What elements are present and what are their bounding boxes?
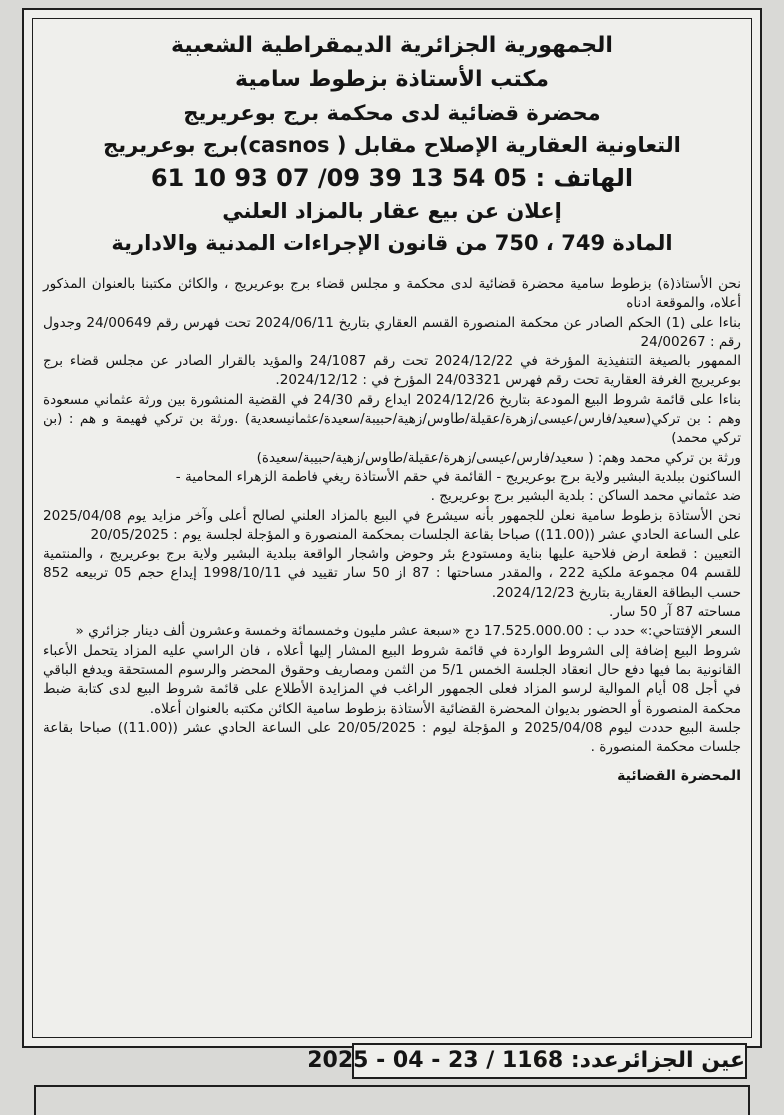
notice-header [43, 29, 741, 259]
paragraph-3: الممهور بالصيغة التنفيذية المؤرخة في 2024/12/22 تحت رقم 24/1087 والمؤيد بالقرار الصادر عن مجلس قضاء برج بوعريريج الغرفة العقارية تحت رقم فهرس 24/03321 المؤرخ في : 2024/12/12. [43, 353, 741, 389]
paragraph-13: جلسة البيع حددت ليوم 2025/04/08 و المؤجلة ليوم : 20/05/2025 على الساعة الحادي عشر ((11.00)) صباحا بقاعة جلسات محكمة المنصورة . [43, 719, 741, 756]
paragraph-12: شروط البيع إضافة إلى الشروط الواردة في قائمة شروط البيع المشار إليها أعلاه ، فان الراسي عليه المزاد يتحمل الأعباء القانونية بما فيها دفع حال انعقاد الجلسة الخمس 5/1 من الثمن ومصاريف وحقوق المحضر والرسوم المستحقة ويدفع الباقي في أجل 08 أيام الموالية لرسو المزاد فعلى الجمهور الراغب في المزايدة الأطلاع على قائمة شروط البيع لدى كتابة ضبط محكمة المنصورة أو الحضور بديوان المحضرة القضائية الأستاذة بزطوط سامية الكائن مكتبه بالعنوان أعلاه. [43, 642, 742, 717]
next-notice-border [34, 1085, 750, 1115]
notice-inner [32, 18, 752, 1038]
paragraph-4: بناءا على قائمة شروط البيع المودعة بتاريخ 2024/12/26 ايداع رقم 24/30 في القضية المنشورة بين ورثة عثماني مسعودة وهم : بن تركي(سعيد/فارس/عيسى/زهرة/عقيلة/طاوس/زهية/حبيبة/سعيدة/عثمانيسعدية) .ورثة بن تركي فهيمة و هم : (بن تركي محمد) [43, 391, 741, 447]
paragraph-8: نحن الأستاذة بزطوط سامية نعلن للجمهور بأنه سيشرع في البيع بالمزاد العلني لصالح أعلى وآخر مزايد يوم 2025/04/08 على الساعة الحادي عشر ((11.00)) صباحا بقاعة الجلسات بمحكمة المنصورة و المؤجلة لجلسة يوم : 20/05/2025 [43, 507, 741, 543]
phone-line: الهاتف : 05 54 13 39 09/ 07 93 10 61 [150, 164, 634, 192]
paragraph-11: السعر الإفتتاحي:» حدد ب : 17.525.000.00 دج «سبعة عشر مليون وخمسمائة وخمسة وعشرون ألف دينار جزائري « [75, 623, 741, 640]
signature: المحضرة القضائية [617, 768, 741, 785]
paragraph-7: ضد عثماني محمد الساكن : بلدية البشير برج بوعريريج . [430, 488, 741, 505]
bailiff-line: محضرة قضائية لدى محكمة برج بوعريريج [183, 101, 601, 125]
newspaper-issue-text: عين الجزائرعدد: 1168 / 23 - 04 - 2025 [307, 1048, 745, 1073]
notice-frame [22, 8, 762, 1048]
paragraph-1: نحن الأستاذ(ة) بزطوط سامية محضرة قضائية لدى محكمة و مجلس قضاء برج بوعريريج ، والكائن مكتبنا بالعنوان المذكور أعلاه، والموقعة ادناه [43, 276, 741, 312]
office-line: مكتب الأستاذة بزطوط سامية [235, 67, 549, 92]
address-line: التعاونية العقارية الإصلاح مقابل ( casnos)برج بوعريريج [103, 133, 681, 157]
article-line: المادة 749 ، 750 من قانون الإجراءات المدنية والادارية [111, 231, 673, 255]
paragraph-10: مساحته 87 آر 50 سار. [608, 604, 741, 621]
notice-title: إعلان عن بيع عقار بالمزاد العلني [222, 199, 562, 223]
notice-body [43, 275, 741, 787]
paragraph-6: الساكنون ببلدية البشير ولاية برج بوعريريج - القائمة في حقم الأستاذة ريغي فاطمة الزهراء المحامية - [175, 468, 741, 485]
paragraph-2: بناءا على (1) الحكم الصادر عن محكمة المنصورة القسم العقاري بتاريخ 2024/06/11 تحت فهرس رقم 24/00649 وجدول رقم : 24/00267 [43, 314, 741, 350]
paragraph-9: التعيين : قطعة ارض فلاحية عليها بناية ومستودع بئر وحوض واشجار الواقعة ببلدية البشير ولاية برج بوعريريج ، والمنتمية للقسم 04 مجموعة ملكية 222 ، والمقدر مساحتها : 87 از 50 سار تقييد في 1998/10/11 إيداع حجم 05 تربيعه 852 حسب البطاقة العقارية بتاريخ 2024/12/23. [43, 546, 741, 601]
republic-line: الجمهورية الجزائرية الديمقراطية الشعبية [171, 33, 613, 58]
paragraph-5: ورثة بن تركي محمد وهم: ( سعيد/فارس/عيسى/زهرة/عقيلة/طاوس/زهية/حبيبة/سعيدة) [256, 449, 741, 466]
newspaper-issue-box [307, 1043, 747, 1079]
